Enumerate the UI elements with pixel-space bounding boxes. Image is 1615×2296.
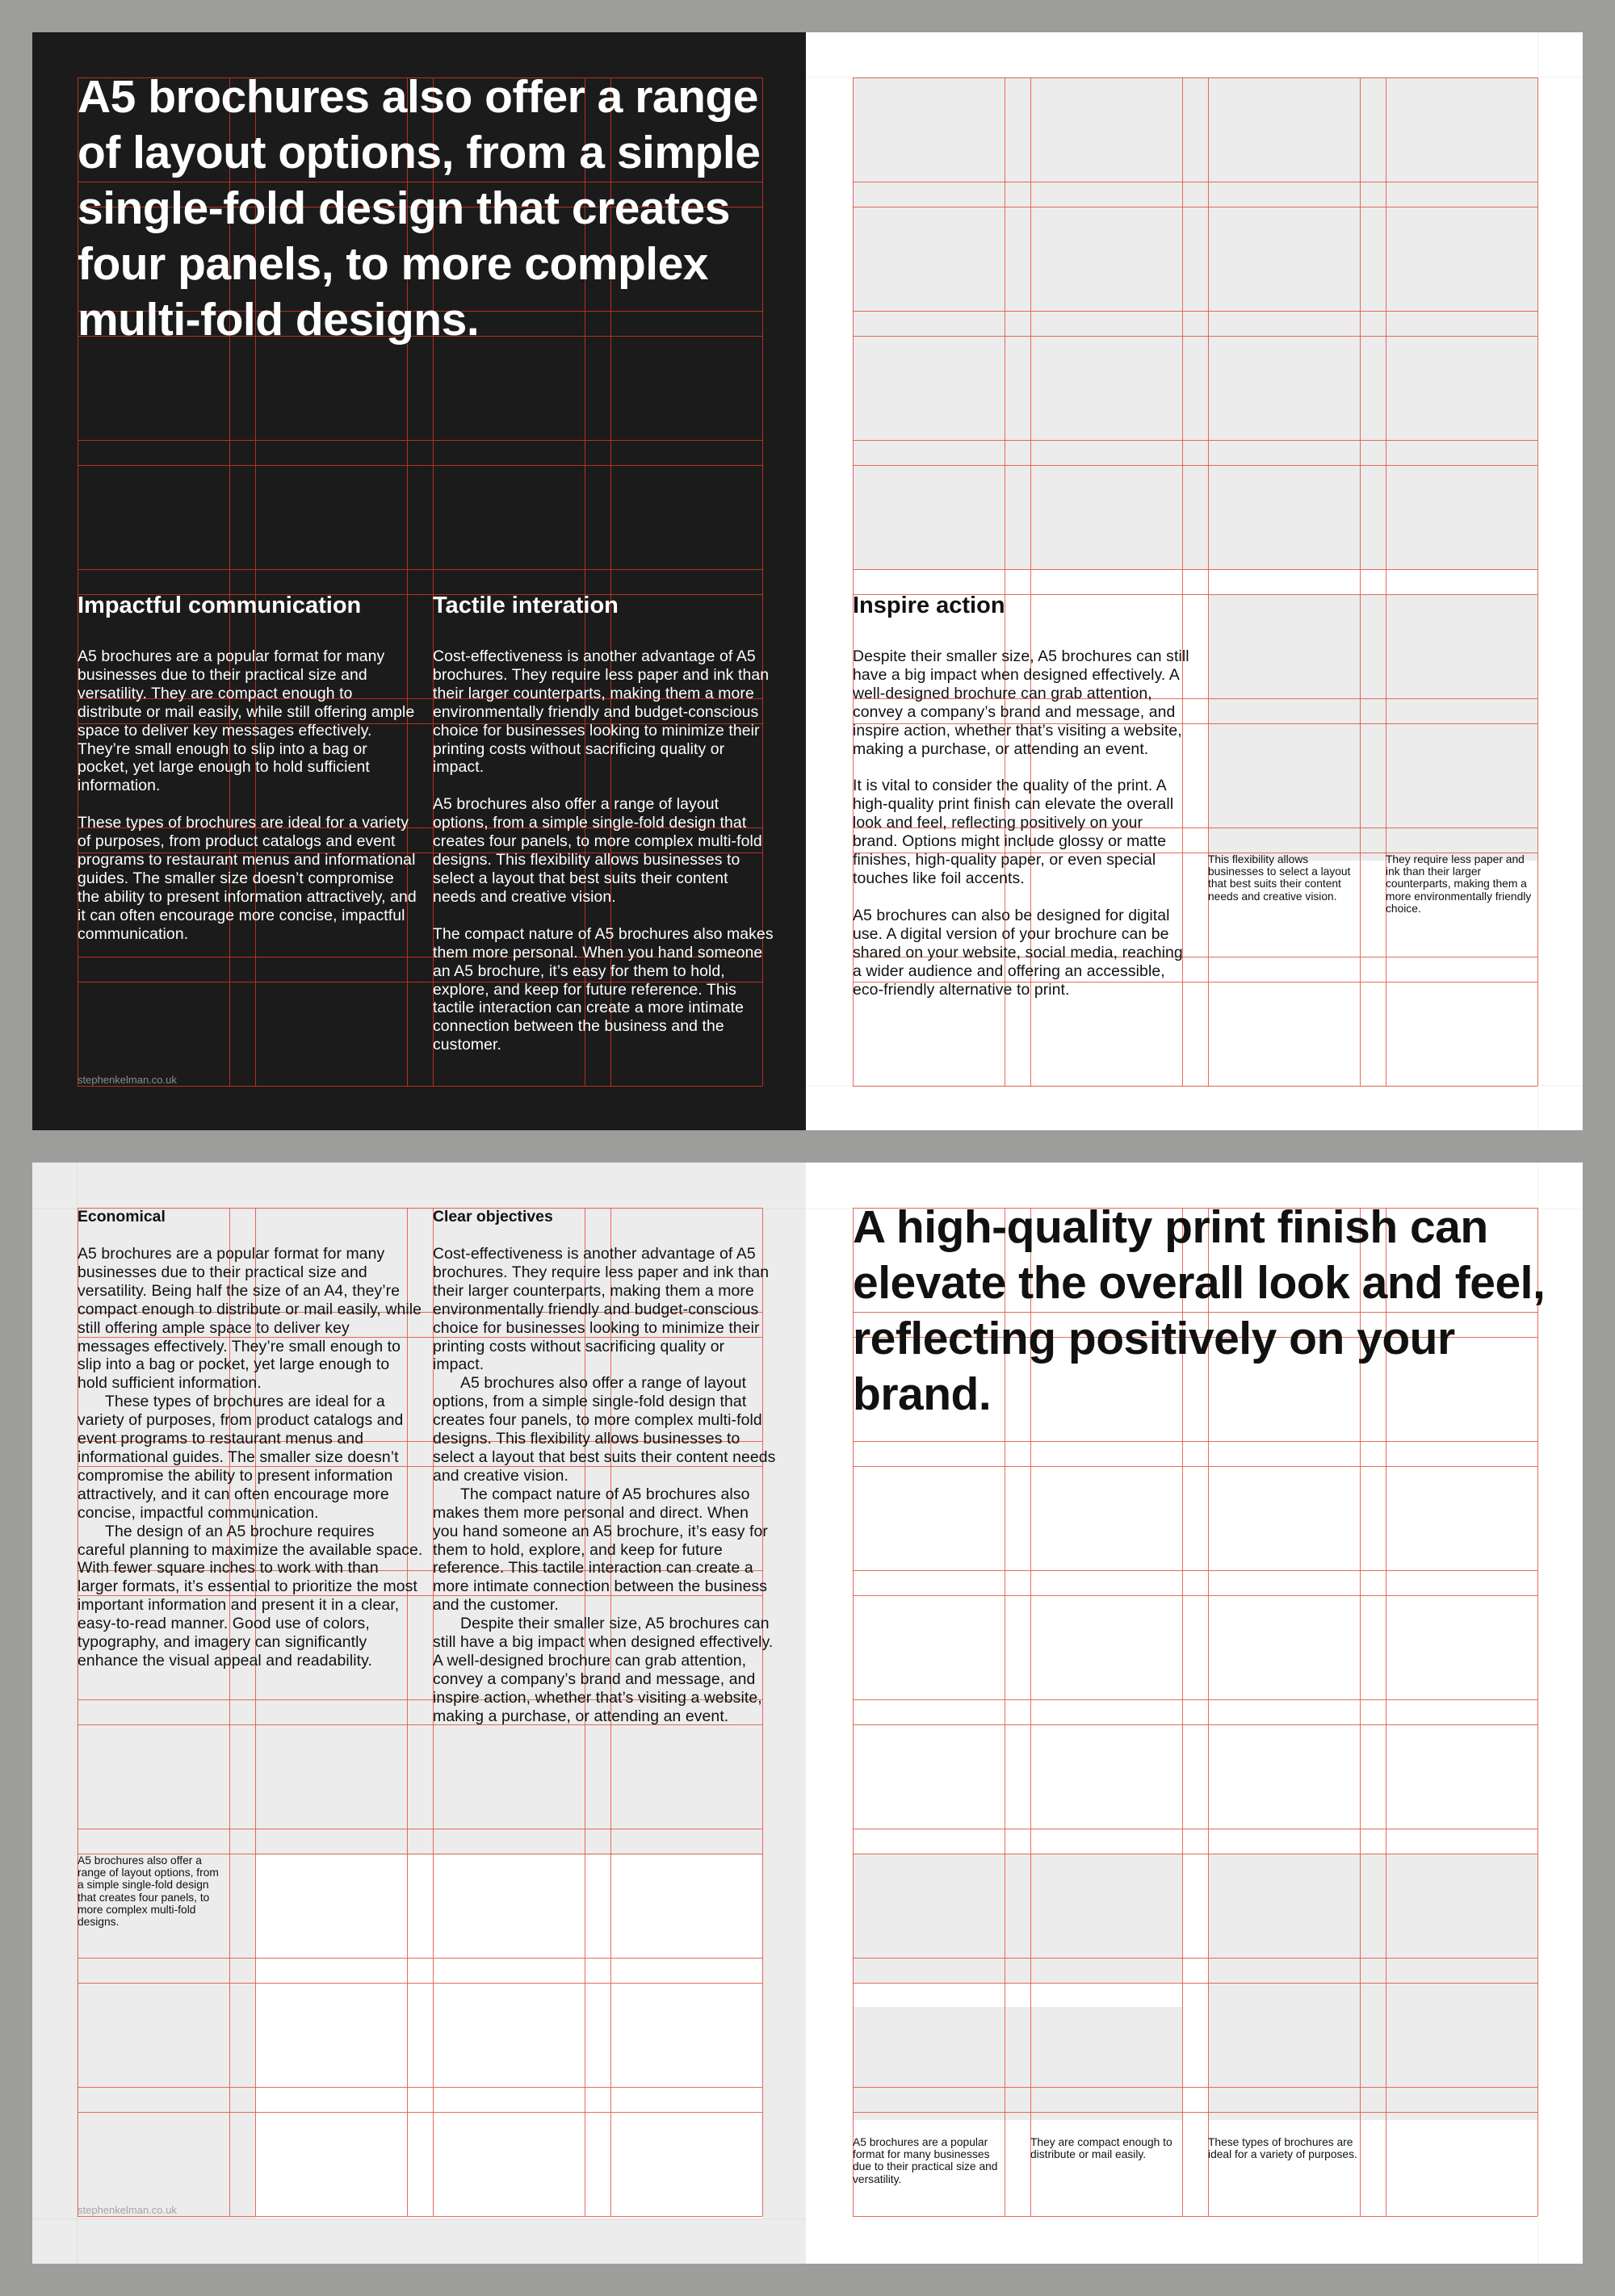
paragraph: The compact nature of A5 brochures also makes them more personal and direct. When you hand someone an A5 brochure, it’s easy for them to hold, explore, and keep for future reference. This tactile interaction can create a more intimate connection between the business and the customer. bbox=[433, 1485, 768, 1615]
section-heading: Clear objectives bbox=[433, 1208, 553, 1226]
grid-line bbox=[78, 465, 762, 466]
image-placeholder bbox=[255, 1855, 762, 2218]
section-body bbox=[78, 1245, 423, 1670]
grid-line bbox=[78, 1208, 762, 1209]
image-placeholder bbox=[853, 78, 1537, 570]
paragraph: A5 brochures also offer a range of layout options, from a simple single-fold design that creates four panels, to more complex multi-fold designs. This flexibility allows businesses to select a layout that best suits their content needs and creative vision. bbox=[433, 1374, 776, 1485]
image-placeholder bbox=[1208, 1854, 1537, 2120]
grid-line bbox=[853, 1983, 1537, 1984]
page-bottom-right bbox=[806, 1163, 1583, 2264]
grid-line bbox=[78, 1983, 762, 1984]
paragraph: Despite their smaller size, A5 brochures can still have a big impact when designed effectively. A well-designed brochure can grab attention, convey a company’s brand and message, and inspire action, whether that’s visiting a website, making a purchase, or attending an event. bbox=[853, 647, 1189, 758]
grid-line bbox=[78, 1958, 762, 1959]
grid-line bbox=[853, 465, 1537, 466]
headline: A high-quality print finish can elevate the overall look and feel, reflecting positively on your brand. bbox=[853, 1201, 1546, 1420]
grid-line bbox=[1537, 78, 1538, 1086]
grid-line bbox=[853, 1441, 1537, 1442]
image-caption: They require less paper and ink than their larger counterparts, making them a more environmentally friendly choice. bbox=[1386, 853, 1532, 915]
grid-line bbox=[78, 569, 762, 570]
grid-line bbox=[853, 1595, 1537, 1596]
section-body bbox=[78, 647, 417, 962]
page-top-left bbox=[32, 32, 806, 1130]
section-heading: Impactful communication bbox=[78, 593, 362, 618]
image-caption: They are compact enough to distribute or mail easily. bbox=[1030, 2136, 1172, 2161]
grid-line bbox=[853, 1699, 1537, 1700]
page-bottom-left bbox=[32, 1163, 806, 2264]
paragraph: A5 brochures are a popular format for many businesses due to their practical size and versatility. Being half the size of an A4, they’re compact enough to distribute or mail easily, while still offering ample space to deliver key messages effectively. They’re small enough to slip into a bag or pocket, yet large enough to hold sufficient information. bbox=[78, 1245, 422, 1393]
image-caption: This flexibility allows businesses to select a layout that best suits their content needs and creative vision. bbox=[1208, 853, 1351, 903]
section-body bbox=[433, 647, 774, 1073]
grid-line bbox=[78, 1086, 762, 1087]
image-caption: These types of brochures are ideal for a variety of purposes. bbox=[1208, 2136, 1357, 2161]
grid-line bbox=[853, 1724, 1537, 1725]
paragraph: Cost-effectiveness is another advantage of A5 brochures. They require less paper and ink than their larger counterparts, making them a more environmentally friendly and budget-conscious choice for businesses looking to minimize their printing costs without sacrificing quality or impact. bbox=[433, 1245, 770, 1374]
paragraph: Despite their smaller size, A5 brochures can still have a big impact when designed effectively. A well-designed brochure can grab attention, convey a company’s brand and message, and inspire action, whether that’s visiting a website, making a purchase, or attending an event. bbox=[433, 1615, 774, 1725]
grid-line bbox=[78, 2087, 762, 2088]
paragraph: These types of brochures are ideal for a variety of purposes, from product catalogs and event programs to restaurant menus and informational guides. The smaller size doesn’t compromise the ability to present information attractively, and it can often encourage more concise, impactful communication. bbox=[78, 1393, 404, 1522]
section-body bbox=[853, 647, 1192, 1017]
paragraph: The compact nature of A5 brochures also makes them more personal. When you hand someone an A5 brochure, it’s easy for them to hold, explore, and keep for future reference. This tactile interaction can create a more intimate connection between the business and the customer. bbox=[433, 924, 774, 1054]
image-caption: A5 brochures are a popular format for many businesses due to their practical size and versatility. bbox=[853, 2136, 998, 2185]
paragraph: A5 brochures can also be designed for digital use. A digital version of your brochure can be shared on your website, social media, reaching a wider audience and offering an accessible, eco-friendly alternative to print. bbox=[853, 906, 1183, 999]
image-placeholder bbox=[853, 2007, 1182, 2120]
paragraph: Cost-effectiveness is another advantage of A5 brochures. They require less paper and ink than their larger counterparts, making them a more environmentally friendly and budget-conscious choice for businesses looking to minimize their printing costs without sacrificing quality or impact. bbox=[433, 647, 770, 777]
image-caption: A5 brochures also offer a range of layout options, from a simple single-fold design that creates four panels, to more complex multi-fold designs. bbox=[78, 1854, 219, 1929]
grid-line bbox=[853, 2087, 1537, 2088]
grid-line bbox=[853, 1466, 1537, 1467]
grid-line bbox=[853, 440, 1537, 441]
paragraph: These types of brochures are ideal for a variety of purposes, from product catalogs and event programs to restaurant menus and informational guides. The smaller size doesn’t compromise the ability to present information attractively, and it can often encourage more concise, impactful communication. bbox=[78, 814, 417, 943]
grid-line bbox=[853, 569, 1537, 570]
grid-line bbox=[853, 1570, 1537, 1571]
grid-line bbox=[853, 2112, 1537, 2113]
section-heading: Tactile interation bbox=[433, 593, 619, 618]
grid-line bbox=[1208, 78, 1209, 1086]
website-credit: stephenkelman.co.uk bbox=[78, 1074, 177, 1086]
page-top-right bbox=[806, 32, 1583, 1130]
grid-line bbox=[1360, 78, 1361, 1086]
grid-line bbox=[78, 2216, 762, 2217]
website-credit: stephenkelman.co.uk bbox=[78, 2204, 177, 2216]
grid-gap bbox=[853, 1983, 1182, 2007]
section-heading: Economical bbox=[78, 1208, 166, 1226]
paragraph: It is vital to consider the quality of the print. A high-quality print finish can elevate the overall look and feel, reflecting positively on your brand. Options might include glossy or matte finishes, high-quality paper, or even special touches like foil accents. bbox=[853, 777, 1174, 887]
section-body bbox=[433, 1245, 778, 1726]
paragraph: A5 brochures are a popular format for many businesses due to their practical size and versatility. They are compact enough to distribute or mail easily, while still offering ample space to deliver key messages effectively. They’re small enough to slip into a bag or pocket, yet large enough to hold sufficient information. bbox=[78, 647, 415, 795]
grid-line bbox=[853, 336, 1537, 337]
grid-line bbox=[853, 1086, 1537, 1087]
paragraph: A5 brochures also offer a range of layout options, from a simple single-fold design that creates four panels, to more complex multi-fold designs. This flexibility allows businesses to select a layout that best suits their content needs and creative vision. bbox=[433, 795, 762, 906]
grid-line bbox=[853, 2216, 1537, 2217]
image-placeholder bbox=[1208, 594, 1537, 861]
headline: A5 brochures also offer a range of layout options, from a simple single-fold design that creates four panels, to more complex multi-fold designs. bbox=[78, 71, 761, 346]
bleed-guide bbox=[32, 2218, 806, 2219]
grid-line bbox=[78, 2112, 762, 2113]
section-heading: Inspire action bbox=[853, 593, 1005, 618]
paragraph: The design of an A5 brochure requires careful planning to maximize the available space. With fewer square inches to work with than larger formats, it’s essential to prioritize the most important information and present it in a clear, easy-to-read manner. Good use of colors, typography, and imagery can significantly enhance the visual appeal and readability. bbox=[78, 1522, 423, 1670]
grid-line bbox=[853, 311, 1537, 312]
grid-line bbox=[78, 440, 762, 441]
grid-line bbox=[853, 1958, 1537, 1959]
